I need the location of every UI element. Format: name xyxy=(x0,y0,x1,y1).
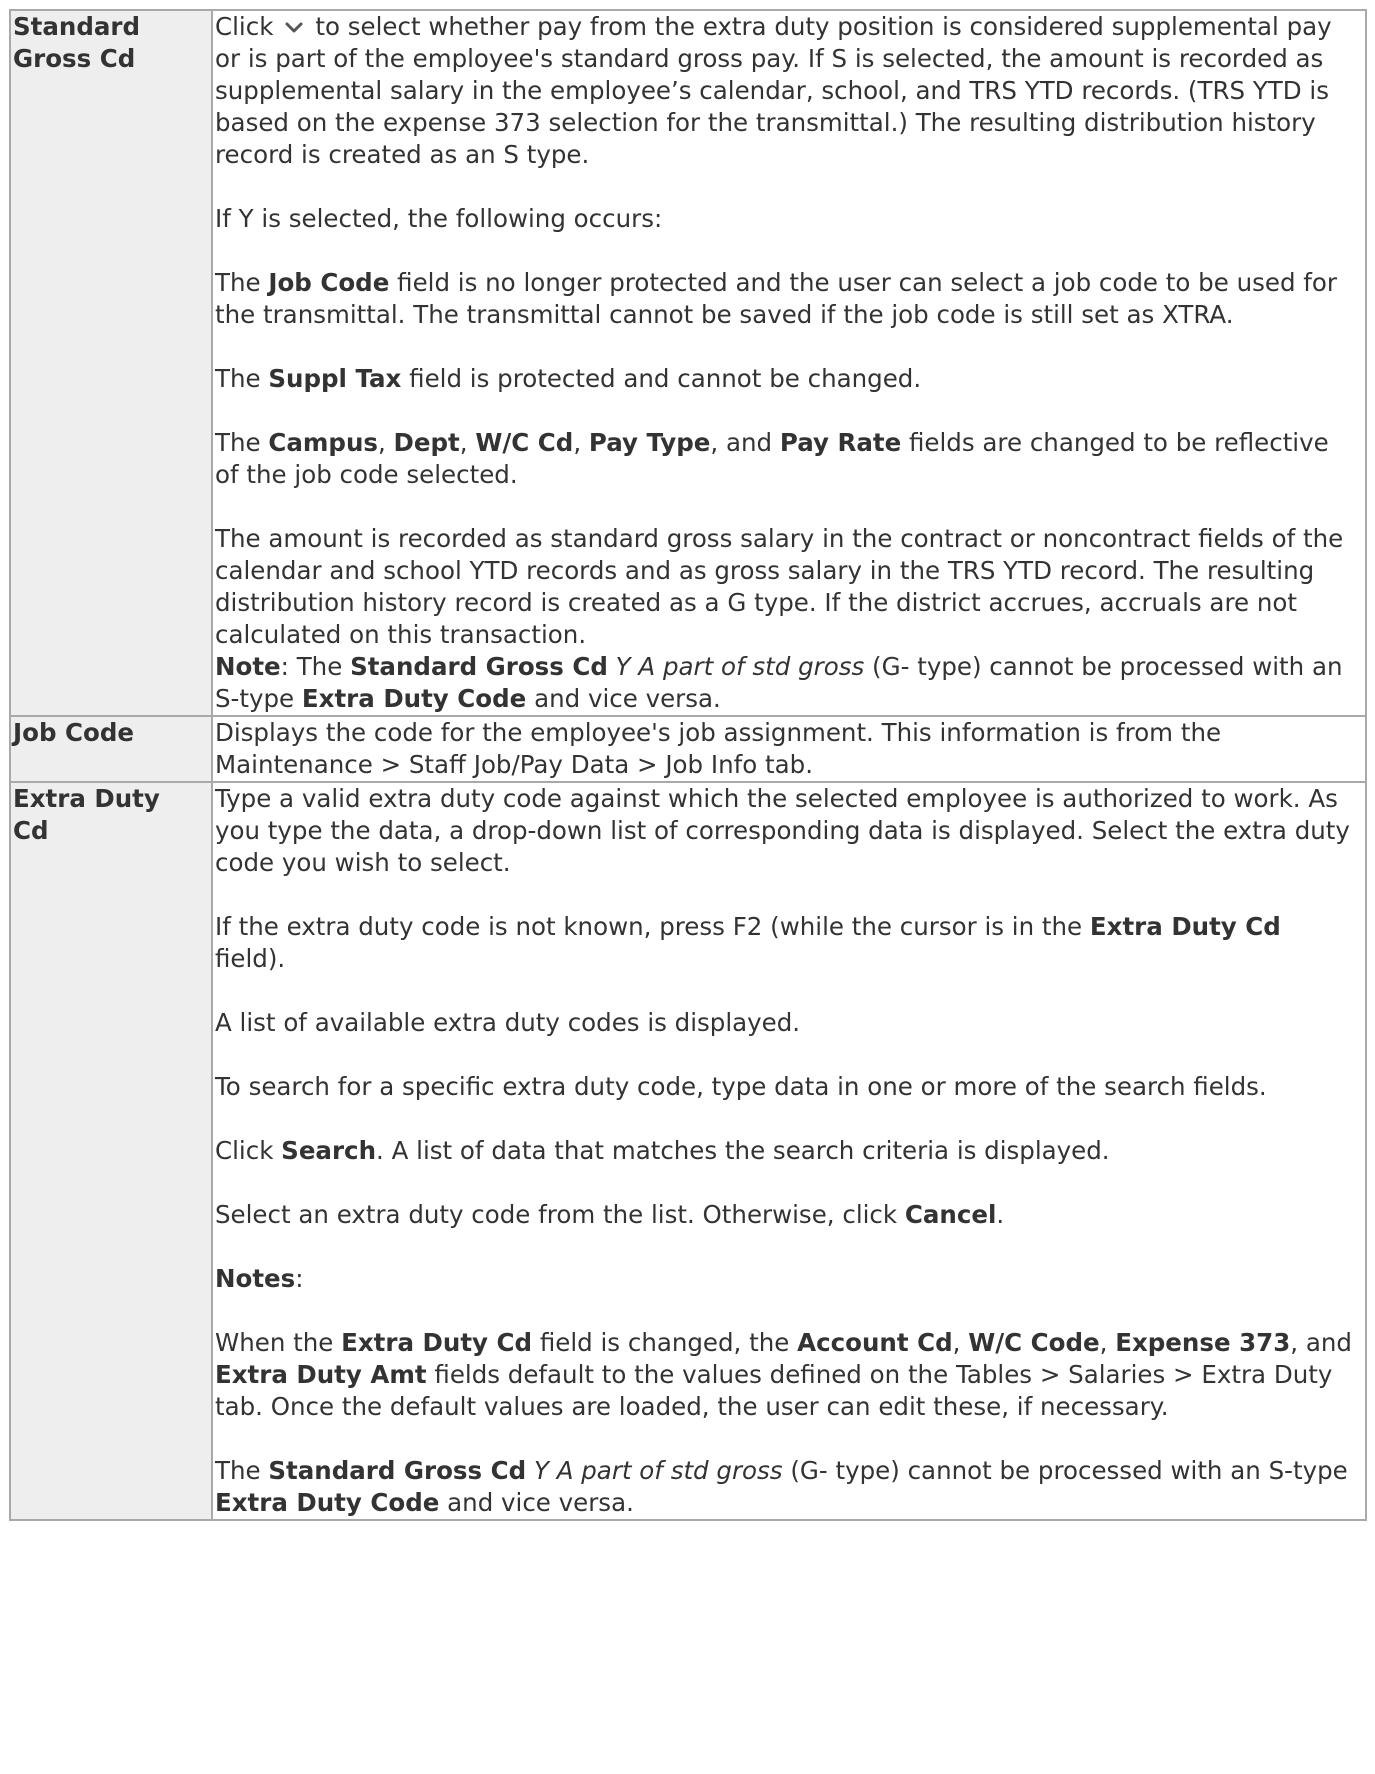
paragraph: If Y is selected, the following occurs: xyxy=(215,204,663,233)
paragraph xyxy=(215,427,1357,491)
text: The xyxy=(215,364,269,393)
value-text: Y A part of std gross xyxy=(533,1456,783,1485)
note-label: Note xyxy=(215,652,281,681)
text: to select whether pay from the extra duty position is considered supplemental pay or is part of the employee's standard gross pay. If S is selected, the amount is recorded as supplemental salary in the employee’s calendar, school, and TRS YTD records. (TRS YTD is based on the expense 373 selection for the transmittal.) The resulting distribution history record is created as an S type. xyxy=(215,12,1332,169)
text: : The xyxy=(280,652,351,681)
field-name: Extra Duty Code xyxy=(301,684,527,713)
text: and vice versa. xyxy=(526,684,721,713)
paragraph: Type a valid extra duty code against which the selected employee is authorized to work. As you type the data, a drop-down list of corresponding data is displayed. Select the extra duty code you wish to select. xyxy=(215,784,1350,877)
text: field is protected and cannot be changed. xyxy=(401,364,922,393)
text: Click xyxy=(215,12,274,41)
text: fields default to the values defined on the Tables > Salaries > Extra Duty tab. Once the default values are loaded, the user can edit these, if necessary. xyxy=(215,1360,1333,1421)
field-name: Job Code xyxy=(268,268,390,297)
table-row xyxy=(10,716,1366,782)
text: . A list of data that matches the search criteria is displayed. xyxy=(376,1136,1110,1165)
text: , xyxy=(952,1328,969,1357)
term-cell: Extra Duty Cd xyxy=(10,782,212,1520)
field-name: Pay Type xyxy=(588,428,711,457)
field-name: Extra Duty Cd xyxy=(341,1328,533,1357)
text: , and xyxy=(710,428,780,457)
text: , and xyxy=(1290,1328,1352,1357)
text: (G- type) cannot be processed with an S-type xyxy=(782,1456,1348,1485)
field-name: W/C Code xyxy=(968,1328,1100,1357)
paragraph xyxy=(215,363,1357,395)
paragraph xyxy=(215,267,1357,331)
description-cell xyxy=(212,716,1366,782)
text: and vice versa. xyxy=(439,1488,634,1517)
paragraph xyxy=(215,11,1357,171)
table-row xyxy=(10,782,1366,1520)
text: . xyxy=(996,1200,1005,1229)
term-cell: Standard Gross Cd xyxy=(10,10,212,716)
text: When the xyxy=(215,1328,342,1357)
field-name: Campus xyxy=(268,428,378,457)
text: field is changed, the xyxy=(532,1328,798,1357)
button-name: Search xyxy=(281,1136,377,1165)
field-name: Suppl Tax xyxy=(268,364,402,393)
text: If the extra duty code is not known, press F2 (while the cursor is in the xyxy=(215,912,1090,941)
field-name: Dept xyxy=(393,428,460,457)
field-name: W/C Cd xyxy=(475,428,574,457)
field-name: Expense 373 xyxy=(1115,1328,1291,1357)
paragraph: The amount is recorded as standard gross salary in the contract or noncontract fields of the calendar and school YTD records and as gross salary in the TRS YTD record. The resulting distribution history record is created as a G type. If the district accrues, accruals are not calculated on this transaction. xyxy=(215,524,1344,649)
field-definitions-table xyxy=(9,9,1367,1521)
text: , xyxy=(459,428,476,457)
text xyxy=(608,652,616,681)
paragraph: A list of available extra duty codes is displayed. xyxy=(215,1008,801,1037)
paragraph xyxy=(215,1199,1357,1231)
text: , xyxy=(1099,1328,1116,1357)
note-paragraph xyxy=(215,651,1357,715)
text: The xyxy=(215,268,269,297)
description-cell xyxy=(212,782,1366,1520)
chevron-down-icon xyxy=(281,17,307,37)
button-name: Cancel xyxy=(904,1200,997,1229)
paragraph xyxy=(215,1327,1357,1423)
notes-heading xyxy=(215,1263,1357,1295)
text: field). xyxy=(215,944,286,973)
field-name: Pay Rate xyxy=(779,428,902,457)
notes-label: Notes xyxy=(215,1264,296,1293)
value-text: Y A part of std gross xyxy=(615,652,865,681)
text: , xyxy=(377,428,394,457)
text: (G- type) cannot be processed with an S-type xyxy=(215,652,1343,713)
text: field is no longer protected and the user can select a job code to be used for the transmittal. The transmittal cannot be saved if the job code is still set as XTRA. xyxy=(215,268,1337,329)
field-name: Account Cd xyxy=(797,1328,953,1357)
text: The xyxy=(215,1456,269,1485)
field-name: Standard Gross Cd xyxy=(350,652,608,681)
paragraph xyxy=(215,1455,1357,1519)
text xyxy=(526,1456,534,1485)
description-cell xyxy=(212,10,1366,716)
text: Click xyxy=(215,1136,282,1165)
field-name: Extra Duty Amt xyxy=(215,1360,427,1389)
paragraph xyxy=(215,1135,1357,1167)
term-cell: Job Code xyxy=(10,716,212,782)
text: The xyxy=(215,428,269,457)
field-name: Extra Duty Code xyxy=(215,1488,440,1517)
text: , xyxy=(573,428,589,457)
paragraph xyxy=(215,911,1357,975)
table-row xyxy=(10,10,1366,716)
text: : xyxy=(295,1264,304,1293)
text: fields are changed to be reflective of the job code selected. xyxy=(215,428,1329,489)
field-name: Extra Duty Cd xyxy=(1089,912,1281,941)
field-name: Standard Gross Cd xyxy=(268,1456,527,1485)
text: Select an extra duty code from the list. Otherwise, click xyxy=(215,1200,905,1229)
paragraph: Displays the code for the employee's job assignment. This information is from the Maintenance > Staff Job/Pay Data > Job Info tab. xyxy=(215,718,1222,779)
paragraph: To search for a specific extra duty code, type data in one or more of the search fields. xyxy=(215,1072,1267,1101)
